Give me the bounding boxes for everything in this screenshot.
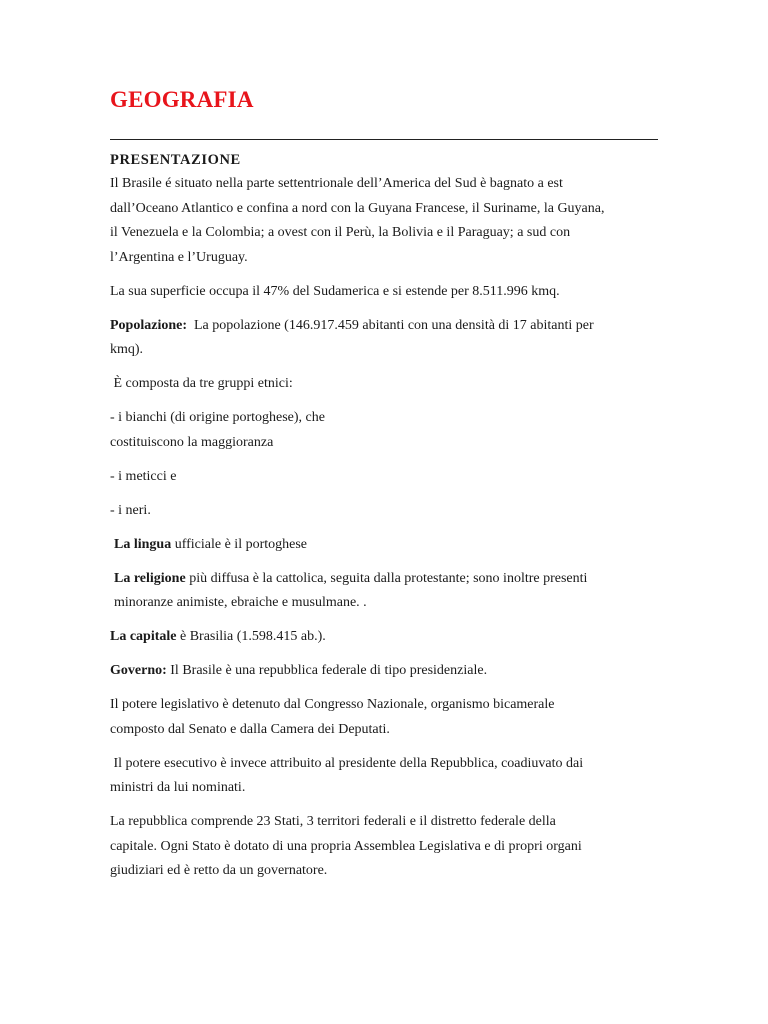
legislativo-paragraph (110, 693, 660, 742)
intro-line-3: il Venezuela e la Colombia; a ovest con il Perù, la Bolivia e il Paraguay; a sud con (110, 225, 571, 240)
stati-paragraph (110, 810, 660, 884)
gruppo-bianchi-line-1: - i bianchi (di origine portoghese), che (110, 410, 325, 425)
stati-line-3: giudiziari ed è retto da un governatore. (110, 863, 328, 878)
popolazione-paragraph (110, 314, 660, 363)
gruppo-bianchi (110, 406, 660, 455)
gruppo-neri: - i neri. (110, 502, 151, 518)
superficie-paragraph: La sua superficie occupa il 47% del Sudamerica e si estende per 8.511.996 kmq. (110, 283, 560, 299)
lingua-paragraph (110, 533, 660, 558)
religione-text: più diffusa è la cattolica, seguita dalla protestante; sono inoltre presenti (185, 570, 588, 586)
legislativo-line-2: composto dal Senato e dalla Camera dei Deputati. (110, 721, 390, 737)
intro-line-1: Il Brasile é situato nella parte settentrionale dell’America del Sud è bagnato a est (110, 176, 563, 191)
governo-label: Governo: (110, 663, 167, 678)
intro-line-2: dall’Oceano Atlantico e confina a nord con la Guyana Francese, il Suriname, la Guyana, (110, 200, 605, 216)
gruppo-meticci: - i meticci e (110, 468, 177, 484)
popolazione-label: Popolazione: (110, 317, 187, 333)
governo-text: Il Brasile è una repubblica federale di tipo presidenziale. (166, 663, 488, 678)
capitale-text: è Brasilia (1.598.415 ab.). (176, 629, 326, 644)
popolazione-text-2: kmq). (110, 342, 144, 357)
document-title: GEOGRAFIA (110, 87, 254, 112)
esecutivo-line-2: ministri da lui nominati. (110, 780, 246, 795)
title-divider (110, 139, 658, 140)
governo-paragraph (110, 659, 660, 684)
intro-paragraph (110, 172, 660, 270)
religione-label: La religione (114, 570, 186, 586)
section-heading: PRESENTAZIONE (110, 152, 241, 168)
stati-line-1: La repubblica comprende 23 Stati, 3 territori federali e il distretto federale della (110, 814, 556, 829)
capitale-paragraph (110, 625, 660, 650)
popolazione-text: La popolazione (146.917.459 abitanti con una densità di 17 abitanti per (187, 317, 594, 333)
capitale-label: La capitale (110, 629, 177, 644)
lingua-text: ufficiale è il portoghese (171, 536, 308, 552)
legislativo-line-1: Il potere legislativo è detenuto dal Congresso Nazionale, organismo bicamerale (110, 697, 555, 712)
esecutivo-paragraph (110, 752, 660, 801)
lingua-label: La lingua (114, 536, 172, 552)
composta-paragraph: È composta da tre gruppi etnici: (110, 376, 293, 391)
intro-line-4: l’Argentina e l’Uruguay. (110, 249, 248, 265)
religione-paragraph (110, 567, 660, 616)
gruppo-bianchi-line-2: costituiscono la maggioranza (110, 434, 274, 450)
document-content (110, 84, 660, 884)
stati-line-2: capitale. Ogni Stato è dotato di una propria Assemblea Legislativa e di propri organi (110, 838, 582, 854)
religione-text-2: minoranze animiste, ebraiche e musulmane. . (114, 595, 367, 610)
esecutivo-line-1: Il potere esecutivo è invece attribuito al presidente della Repubblica, coadiuvato dai (110, 755, 584, 771)
